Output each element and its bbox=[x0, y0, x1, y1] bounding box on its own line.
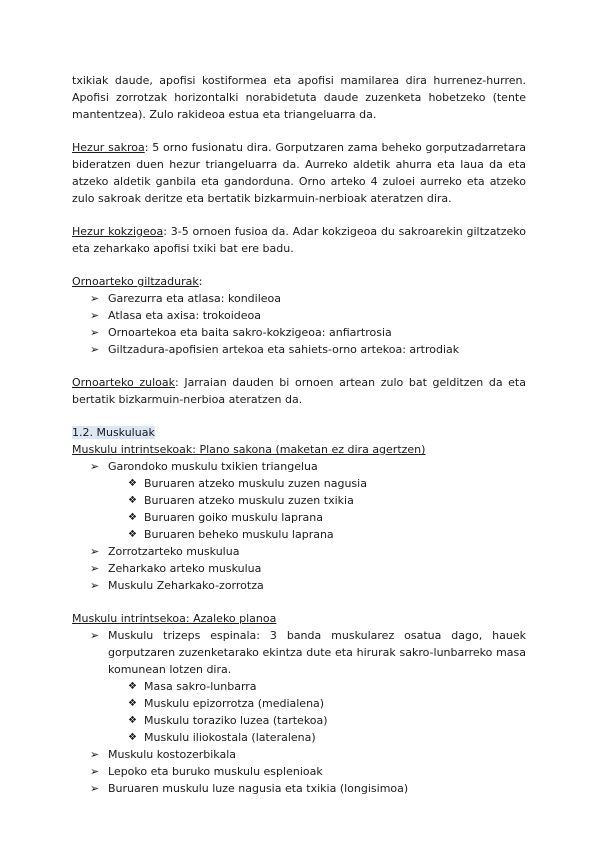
diamond-bullet-icon: ❖ bbox=[128, 698, 137, 709]
diamond-bullet-icon: ❖ bbox=[128, 681, 137, 692]
list-item: ❖ Buruaren atzeko muskulu zuzen txikia bbox=[128, 494, 354, 507]
diamond-bullet-icon: ❖ bbox=[128, 512, 137, 523]
arrow-bullet-icon: ➢ bbox=[90, 326, 100, 339]
list-item: ❖ Muskulu iliokostala (lateralena) bbox=[128, 731, 316, 744]
giltzadurak-list bbox=[72, 290, 526, 358]
list-item: ➢ Garondoko muskulu txikien triangelua bbox=[90, 460, 318, 473]
arrow-bullet-icon: ➢ bbox=[90, 562, 100, 575]
list-item: ➢ Muskulu trizeps espinala: 3 banda muskularez osatua dago, hauek gorputzaren zuzenketarako ekintza dute eta hirurak sakro-lunbarreko masa komunean lotzen dira. bbox=[90, 629, 526, 676]
diamond-bullet-icon: ❖ bbox=[128, 478, 137, 489]
zuloak-text: : Jarraian dauden bi ornoen artean zulo bat gelditzen da eta bertatik bizkarmuin-nerbioa ateratzen da. bbox=[72, 376, 526, 406]
list-item: ➢ Giltzadura-apofisien artekoa eta sahiets-orno artekoa: artrodiak bbox=[90, 343, 460, 356]
list-item: ➢ Lepoko eta buruko muskulu esplenioak bbox=[90, 765, 323, 778]
list-item: ❖ Muskulu toraziko luzea (tartekoa) bbox=[128, 714, 328, 727]
sakroa-paragraph bbox=[72, 139, 526, 207]
arrow-bullet-icon: ➢ bbox=[90, 460, 100, 473]
list-item: ➢ Garezurra eta atlasa: kondileoa bbox=[90, 292, 282, 305]
subsection-title-deep: Muskulu intrintsekoak: Plano sakona (maketan ez dira agertzen) bbox=[72, 443, 426, 456]
sakroa-text: : 5 orno fusionatu dira. Gorputzaren zama beheko gorputzadarretara bideratzen duen hezur triangeluarra da. Aurreko aldetik ahurra eta laua da eta atzeko aldetik ganbila eta gandorduna. Orno arteko 4 zuloei aurreko eta atzeko zulo sakroak deritze eta bertatik bizkarmuin-nerbioak ateratzen dira. bbox=[72, 141, 526, 205]
page-content bbox=[72, 72, 526, 797]
deep-muscles-list bbox=[72, 458, 526, 594]
list-item: ➢ Muskulu Zeharkako-zorrotza bbox=[90, 579, 264, 592]
arrow-bullet-icon: ➢ bbox=[90, 545, 100, 558]
diamond-bullet-icon: ❖ bbox=[128, 495, 137, 506]
arrow-bullet-icon: ➢ bbox=[90, 343, 100, 356]
koktzigeoa-term: Hezur kokzigeoa bbox=[72, 225, 164, 238]
arrow-bullet-icon: ➢ bbox=[90, 629, 100, 642]
intro-paragraph: txikiak daude, apofisi kostiformea eta apofisi mamilarea dira hurrenez-hurren. Apofisi zorrotzak horizontalki norabidetuta daude zuzenketa hobetzeko (tente mantentzea). Zulo rakideoa estua eta triangeluarra da. bbox=[72, 74, 526, 121]
arrow-bullet-icon: ➢ bbox=[90, 292, 100, 305]
list-item: ❖ Muskulu epizorrotza (medialena) bbox=[128, 697, 325, 710]
sakroa-term: Hezur sakroa bbox=[72, 141, 145, 154]
list-item: ❖ Masa sakro-lunbarra bbox=[128, 680, 257, 693]
arrow-bullet-icon: ➢ bbox=[90, 579, 100, 592]
surface-muscles-list bbox=[72, 627, 526, 797]
arrow-bullet-icon: ➢ bbox=[90, 309, 100, 322]
arrow-bullet-icon: ➢ bbox=[90, 782, 100, 795]
diamond-bullet-icon: ❖ bbox=[128, 529, 137, 540]
list-item: ➢ Muskulu kostozerbikala bbox=[90, 748, 237, 761]
section-heading: 1.2. Muskuluak bbox=[72, 426, 155, 439]
giltzadurak-title: Ornoarteko giltzadurak: bbox=[72, 275, 203, 288]
koktzigeoa-text: : 3-5 ornoen fusioa da. Adar kokzigeoa du sakroarekin giltzatzeko eta zeharkako apofisi txiki bat ere badu. bbox=[72, 225, 526, 255]
list-item: ❖ Buruaren beheko muskulu laprana bbox=[128, 528, 334, 541]
list-item: ➢ Ornoartekoa eta baita sakro-kokzigeoa: anfiartrosia bbox=[90, 326, 392, 339]
subsection-title-surface: Muskulu intrintsekoa: Azaleko planoa bbox=[72, 612, 277, 625]
list-item: ➢ Buruaren muskulu luze nagusia eta txikia (longisimoa) bbox=[90, 782, 409, 795]
arrow-bullet-icon: ➢ bbox=[90, 748, 100, 761]
list-item: ➢ Zeharkako arteko muskulua bbox=[90, 562, 262, 575]
zuloak-paragraph bbox=[72, 374, 526, 408]
zuloak-term: Ornoarteko zuloak bbox=[72, 376, 175, 389]
arrow-bullet-icon: ➢ bbox=[90, 765, 100, 778]
list-item: ❖ Buruaren goiko muskulu laprana bbox=[128, 511, 323, 524]
list-item: ❖ Buruaren atzeko muskulu zuzen nagusia bbox=[128, 477, 367, 490]
diamond-bullet-icon: ❖ bbox=[128, 732, 137, 743]
list-item: ➢ Zorrotzarteko muskulua bbox=[90, 545, 240, 558]
list-item: ➢ Atlasa eta axisa: trokoideoa bbox=[90, 309, 262, 322]
diamond-bullet-icon: ❖ bbox=[128, 715, 137, 726]
koktzigeoa-paragraph bbox=[72, 223, 526, 257]
